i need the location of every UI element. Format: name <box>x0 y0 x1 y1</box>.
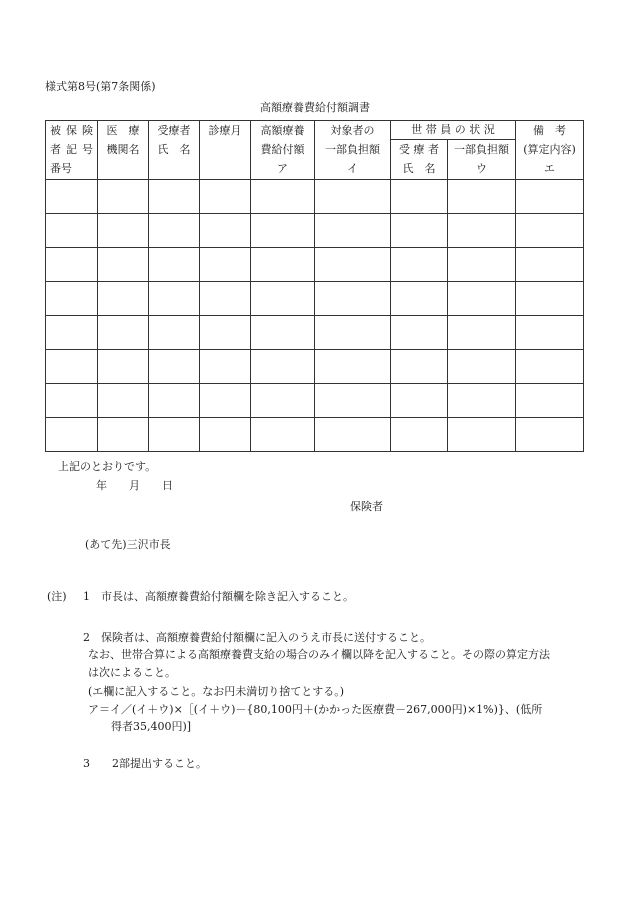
table-cell[interactable] <box>200 214 251 248</box>
notes-mark: (注) <box>47 590 67 603</box>
table-row <box>46 316 584 350</box>
note-3: 3 2部提出すること。 <box>83 757 207 770</box>
table-cell[interactable] <box>448 418 516 452</box>
table-cell[interactable] <box>98 282 149 316</box>
table-cell[interactable] <box>315 418 391 452</box>
table-cell[interactable] <box>315 316 391 350</box>
table-cell[interactable] <box>149 384 200 418</box>
table-cell[interactable] <box>251 248 315 282</box>
table-cell[interactable] <box>200 248 251 282</box>
table-cell[interactable] <box>251 180 315 214</box>
table-row <box>46 214 584 248</box>
table-cell[interactable] <box>98 180 149 214</box>
table-cell[interactable] <box>149 350 200 384</box>
table-cell[interactable] <box>516 418 584 452</box>
note-2-formula-cont: 得者35,400円)] <box>111 720 192 733</box>
table-cell[interactable] <box>315 350 391 384</box>
note-2-formula: ア＝イ／(イ＋ウ)×［(イ＋ウ)－{80,100円＋(かかった医療費－267,000円)×1%)}、(低所 <box>88 703 543 716</box>
month-label: 月 <box>129 479 140 492</box>
note-2-line-2: なお、世帯合算による高額療養費支給の場合のみイ欄以降を記入すること。その際の算定方法 <box>88 648 550 661</box>
table-cell[interactable] <box>448 248 516 282</box>
table-cell[interactable] <box>516 282 584 316</box>
table-cell[interactable] <box>46 384 98 418</box>
table-cell[interactable] <box>98 418 149 452</box>
table-cell[interactable] <box>46 350 98 384</box>
table-cell[interactable] <box>251 316 315 350</box>
header-payment-amount: 高額療養 費給付額 ア <box>251 121 315 180</box>
table-cell[interactable] <box>516 384 584 418</box>
table-cell[interactable] <box>448 180 516 214</box>
table-cell[interactable] <box>200 350 251 384</box>
table-cell[interactable] <box>46 316 98 350</box>
table-cell[interactable] <box>200 282 251 316</box>
table-cell[interactable] <box>391 248 448 282</box>
table-cell[interactable] <box>516 350 584 384</box>
header-household-status: 世 帯 員 の 状 況 <box>391 121 516 140</box>
date-line <box>96 477 173 493</box>
table-cell[interactable] <box>315 282 391 316</box>
addressee: (あて先)三沢市長 <box>85 538 171 551</box>
header-insured-number: 被保険 者記号 番号 <box>46 121 98 180</box>
table-cell[interactable] <box>391 180 448 214</box>
header-remarks: 備 考 (算定内容) エ <box>516 121 584 180</box>
table-cell[interactable] <box>200 384 251 418</box>
table-cell[interactable] <box>200 180 251 214</box>
table-row <box>46 418 584 452</box>
payment-table <box>45 120 584 452</box>
confirmation-text: 上記のとおりです。 <box>58 460 157 473</box>
table-cell[interactable] <box>46 418 98 452</box>
table-cell[interactable] <box>46 282 98 316</box>
table-cell[interactable] <box>149 180 200 214</box>
table-cell[interactable] <box>149 316 200 350</box>
table-cell[interactable] <box>391 282 448 316</box>
table-cell[interactable] <box>391 418 448 452</box>
table-cell[interactable] <box>315 384 391 418</box>
table-cell[interactable] <box>200 316 251 350</box>
table-cell[interactable] <box>391 384 448 418</box>
table-cell[interactable] <box>251 282 315 316</box>
table-cell[interactable] <box>200 418 251 452</box>
table-cell[interactable] <box>448 384 516 418</box>
table-row <box>46 180 584 214</box>
table-cell[interactable] <box>391 316 448 350</box>
header-patient: 受療者 氏 名 <box>149 121 200 180</box>
table-cell[interactable] <box>315 214 391 248</box>
table-cell[interactable] <box>448 214 516 248</box>
header-institution: 医 療 機関名 <box>98 121 149 180</box>
table-cell[interactable] <box>516 214 584 248</box>
table-cell[interactable] <box>315 248 391 282</box>
table-cell[interactable] <box>98 384 149 418</box>
table-cell[interactable] <box>149 418 200 452</box>
note-2-line-3: は次によること。 <box>88 666 176 679</box>
note-2: 2 保険者は、高額療養費給付額欄に記入のうえ市長に送付すること。 <box>83 631 431 644</box>
table-cell[interactable] <box>251 418 315 452</box>
table-cell[interactable] <box>251 350 315 384</box>
day-label: 日 <box>162 479 173 492</box>
table-cell[interactable] <box>448 316 516 350</box>
table-cell[interactable] <box>391 350 448 384</box>
table-cell[interactable] <box>46 180 98 214</box>
table-cell[interactable] <box>98 350 149 384</box>
table-cell[interactable] <box>516 180 584 214</box>
table-cell[interactable] <box>149 214 200 248</box>
table-row <box>46 248 584 282</box>
table-cell[interactable] <box>149 248 200 282</box>
table-row <box>46 282 584 316</box>
insurer-label: 保険者 <box>350 500 383 513</box>
table-row <box>46 350 584 384</box>
year-label: 年 <box>96 479 107 492</box>
table-cell[interactable] <box>448 350 516 384</box>
table-row <box>46 384 584 418</box>
note-1: 1 市長は、高額療養費給付額欄を除き記入すること。 <box>83 590 354 603</box>
header-target-copay: 対象者の 一部負担額 イ <box>315 121 391 180</box>
header-household-copay: 一部負担額 ウ <box>448 140 516 180</box>
table-cell[interactable] <box>98 248 149 282</box>
table-cell[interactable] <box>516 248 584 282</box>
table-cell[interactable] <box>149 282 200 316</box>
form-number: 様式第8号(第7条関係) <box>45 80 156 93</box>
table-cell[interactable] <box>46 248 98 282</box>
table-cell[interactable] <box>98 316 149 350</box>
table-cell[interactable] <box>251 384 315 418</box>
table-cell[interactable] <box>448 282 516 316</box>
table-cell[interactable] <box>98 214 149 248</box>
table-cell[interactable] <box>46 214 98 248</box>
table-cell[interactable] <box>391 214 448 248</box>
header-household-patient: 受 療 者 氏 名 <box>391 140 448 180</box>
table-cell[interactable] <box>251 214 315 248</box>
document-title: 高額療養費給付額調書 <box>260 101 370 114</box>
table-cell[interactable] <box>516 316 584 350</box>
header-treatment-month: 診療月 <box>200 121 251 180</box>
note-2-line-4: (エ欄に記入すること。なお円未満切り捨てとする。) <box>88 685 345 698</box>
table-cell[interactable] <box>315 180 391 214</box>
